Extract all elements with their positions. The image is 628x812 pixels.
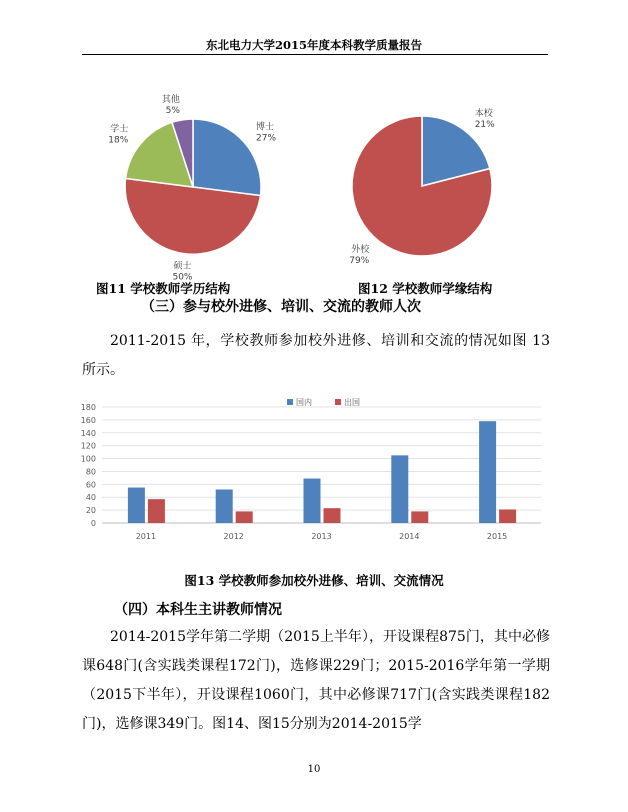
legend-swatch-1 [335,399,341,405]
x-tick-label-1: 2012 [223,532,244,541]
bar-国内-2012 [216,489,233,523]
bar-出国-2015 [499,509,516,523]
bar-国内-2014 [391,455,408,523]
y-tick-label-9: 180 [80,403,96,412]
x-tick-label-4: 2015 [486,532,508,541]
y-tick-label-0: 0 [90,519,96,528]
page-number: 10 [307,764,321,775]
pie1-label-0: 博士 [256,122,275,133]
pie1-percent-2: 18% [108,135,129,146]
x-tick-label-3: 2014 [399,532,420,541]
bar-出国-2012 [236,511,253,523]
bar-出国-2014 [411,511,428,523]
bar-国内-2015 [479,421,496,523]
x-tick-label-0: 2011 [135,532,157,541]
y-tick-label-1: 20 [85,506,96,516]
pie1-label-1: 硕士 [173,261,192,272]
y-tick-label-5: 100 [80,454,96,464]
figure-12-caption: 图12 学校教师学缘结构 [358,281,493,296]
section-3-paragraph: 2011-2015 年，学校教师参加校外进修、培训和交流的情况如图 13 所示。 [82,333,550,378]
pie2-percent-1: 79% [349,256,370,266]
pie1-slice-0 [193,119,261,196]
bar-chart-teacher-training [76,392,546,552]
legend-swatch-0 [287,399,293,405]
section-3-heading: （三）参与校外进修、培训、交流的教师人次 [141,299,421,315]
figure-13-caption: 图13 学校教师参加校外进修、培训、交流情况 [184,573,444,588]
y-tick-label-4: 80 [85,467,96,477]
pie1-label-2: 学士 [110,124,129,135]
section-4-heading: （四）本科生主讲教师情况 [114,602,282,618]
legend-label-1: 出国 [344,398,360,407]
bar-出国-2011 [148,499,165,523]
bar-国内-2013 [304,479,321,523]
pie2-percent-0: 21% [474,120,495,130]
bar-出国-2013 [324,508,341,523]
pie-chart-academic-origin [320,92,520,270]
y-tick-label-3: 60 [85,480,96,490]
header-rule [82,54,548,55]
pie1-percent-1: 50% [172,272,193,283]
bar-国内-2011 [128,488,145,523]
header-title: 东北电力大学2015年度本科教学质量报告 [205,38,422,52]
section-4-paragraph: 2014-2015学年第二学期（2015上半年），开设课程875门，其中必修课648门(含实践类课程172门)，选修课229门；2015-2016学年第一学期（2015下半年），开设课程1060门，其中必修课717门(含实践类课程182门)，选修课349门。图14、图15分别为2014-2015学 [82,629,550,732]
pie2-label-0: 本校 [474,109,493,119]
pie1-percent-0: 27% [256,133,277,144]
y-tick-label-6: 120 [80,441,96,451]
y-tick-label-8: 160 [80,415,96,425]
y-tick-label-7: 140 [80,428,96,438]
legend-label-0: 国内 [296,398,312,407]
figure-11-caption: 图11 学校教师学历结构 [96,281,231,296]
pie-chart-degree-structure [95,92,295,283]
pie1-label-3: 其他 [161,95,180,105]
x-tick-label-2: 2013 [311,532,332,541]
pie1-percent-3: 5% [165,106,180,116]
y-tick-label-2: 40 [85,493,96,503]
pie2-label-1: 外校 [351,245,370,255]
